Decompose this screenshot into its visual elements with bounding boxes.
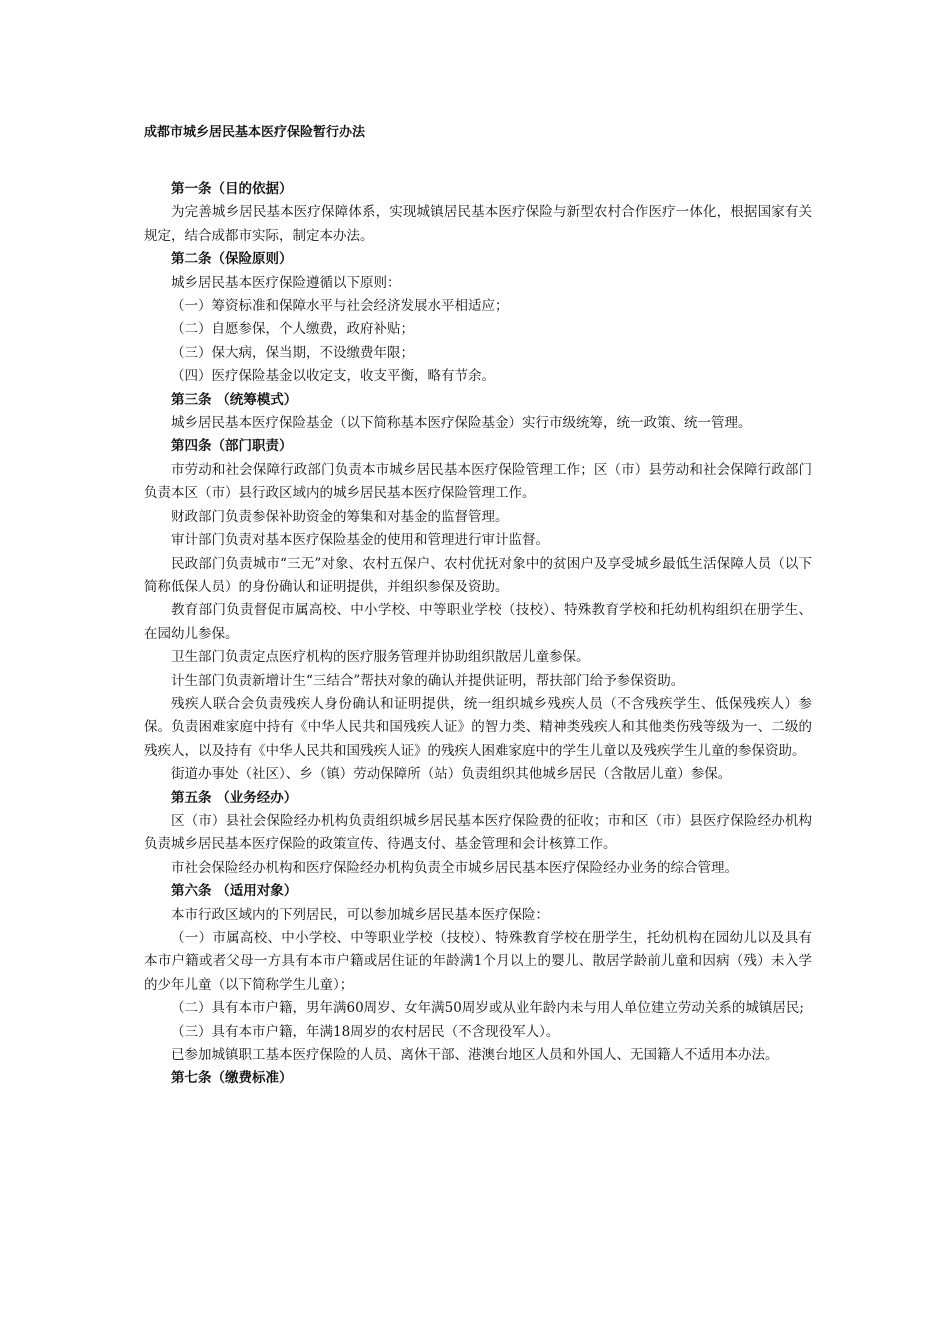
paragraph: 市劳动和社会保障行政部门负责本市城乡居民基本医疗保险管理工作；区（市）县劳动和社会保障行政部门负责本区（市）县行政区域内的城乡居民基本医疗保险管理工作。 <box>144 461 812 502</box>
article-heading: 第一条（目的依据） <box>171 181 293 197</box>
article-heading: 第五条 （业务经办） <box>171 789 298 806</box>
paragraph: 街道办事处（社区）、乡（镇）劳动保障所（站）负责组织其他城乡居民（含散居儿童）参保。 <box>171 766 732 783</box>
paragraph: 教育部门负责督促市属高校、中小学校、中等职业学校（技校）、特殊教育学校和托幼机构组织在册学生、在园幼儿参保。 <box>144 602 812 642</box>
paragraph: 残疾人联合会负责残疾人身份确认和证明提供，统一组织城乡残疾人员（不含残疾学生、低保残疾人）参保。负责困难家庭中持有《中华人民共和国残疾人证》的智力类、精神类残疾人和其他类伤残等级为一、二级的残疾人，以及持有《中华人民共和国残疾人证》的残疾人困难家庭中的学生儿童以及残疾学生儿童的参保资助。 <box>144 695 812 759</box>
paragraph: 卫生部门负责定点医疗机构的医疗服务管理并协助组织散居儿童参保。 <box>171 649 590 666</box>
article-heading: 第六条 （适用对象） <box>171 883 298 900</box>
article-heading: 第七条（缴费标准） <box>171 1070 293 1087</box>
paragraph: 民政部门负责城市“三无”对象、农村五保户、农村优抚对象中的贫困户及享受城乡最低生活保障人员（以下简称低保人员）的身份确认和证明提供，并组织参保及资助。 <box>144 555 812 595</box>
paragraph: 已参加城镇职工基本医疗保险的人员、离休干部、港澳台地区人员和外国人、无国籍人不适用本办法。 <box>171 1047 779 1064</box>
paragraph: （二）自愿参保，个人缴费，政府补贴； <box>171 321 414 338</box>
paragraph: 城乡居民基本医疗保险基金（以下简称基本医疗保险基金）实行市级统筹，统一政策、统一管理。 <box>171 415 752 432</box>
paragraph: 为完善城乡居民基本医疗保障体系，实现城镇居民基本医疗保险与新型农村合作医疗一体化，根据国家有关规定，结合成都市实际，制定本办法。 <box>144 204 812 244</box>
paragraph: （二）具有本市户籍，男年满60周岁、女年满50周岁或从业年龄内未与用人单位建立劳动关系的城镇居民; <box>171 1000 804 1017</box>
paragraph: 财政部门负责参保补助资金的筹集和对基金的监督管理。 <box>171 508 509 525</box>
paragraph: 本市行政区域内的下列居民，可以参加城乡居民基本医疗保险： <box>171 906 549 923</box>
article-heading: 第二条（保险原则） <box>171 251 293 268</box>
document-title: 成都市城乡居民基本医疗保险暂行办法 <box>144 125 366 140</box>
paragraph: （一）筹资标准和保障水平与社会经济发展水平相适应； <box>171 298 509 315</box>
paragraph: 计生部门负责新增计生“三结合”帮扶对象的确认并提供证明，帮扶部门给予参保资助。 <box>171 672 685 689</box>
paragraph: 城乡居民基本医疗保险遵循以下原则： <box>171 274 401 291</box>
paragraph: （一）市属高校、中小学校、中等职业学校（技校）、特殊教育学校在册学生，托幼机构在园幼儿以及具有本市户籍或者父母一方具有本市户籍或居住证的年龄满1个月以上的婴儿、散居学龄前儿童和因病（残）未入学的少年儿童（以下简称学生儿童）； <box>144 930 812 993</box>
document-body <box>144 178 812 1091</box>
paragraph: 审计部门负责对基本医疗保险基金的使用和管理进行审计监督。 <box>171 532 549 549</box>
paragraph: （三）保大病，保当期，不设缴费年限； <box>171 344 414 361</box>
paragraph: 区（市）县社会保险经办机构负责组织城乡居民基本医疗保险费的征收；市和区（市）县医疗保险经办机构负责城乡居民基本医疗保险的政策宣传、待遇支付、基金管理和会计核算工作。 <box>144 812 812 853</box>
article-heading: 第四条（部门职责） <box>171 438 293 455</box>
paragraph: 市社会保险经办机构和医疗保险经办机构负责全市城乡居民基本医疗保险经办业务的综合管理。 <box>171 859 738 876</box>
article-heading: 第三条 （统筹模式） <box>171 391 298 408</box>
paragraph: （四）医疗保险基金以收定支，收支平衡，略有节余。 <box>171 368 495 385</box>
paragraph: （三）具有本市户籍，年满18周岁的农村居民（不含现役军人）。 <box>171 1023 560 1040</box>
